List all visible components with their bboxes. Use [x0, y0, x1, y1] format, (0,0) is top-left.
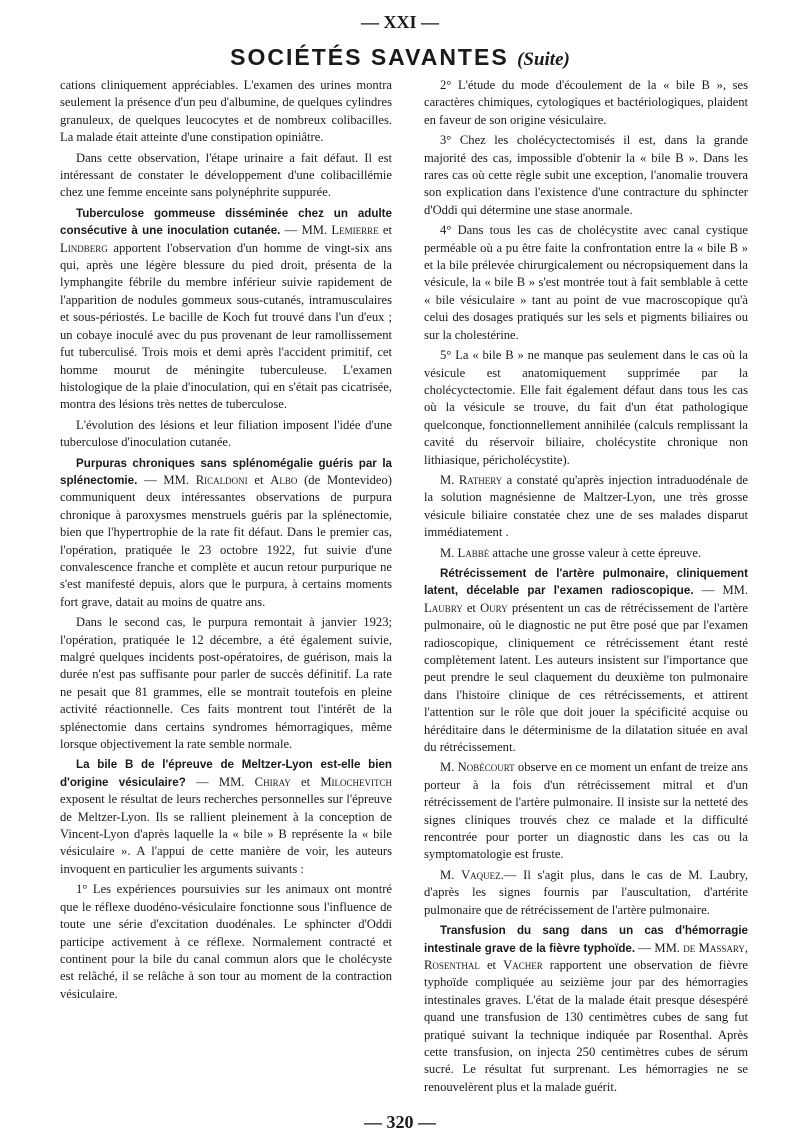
paragraph: [424, 867, 748, 919]
author-name: Nobécourt: [457, 760, 515, 775]
text: — MM.: [185, 774, 255, 789]
section-title-text: SOCIÉTÉS SAVANTES: [230, 44, 509, 70]
article-heading: Tuberculose gommeuse disséminée chez un adulte consécutive à une inoculation cutanée.: [60, 206, 392, 238]
author-name: Albo: [270, 472, 298, 487]
article-heading: Purpuras chroniques sans splénomégalie guéris par la splénectomie.: [60, 456, 392, 487]
paragraph: cations cliniquement appréciables. L'examen des urines montra seulement la présence d'un peu d'albumine, de quelques cylindres granuleux, de quelques leucocytes et de nombreux colibacilles. La malade était atteinte d'une constipation opiniâtre.: [60, 78, 392, 145]
text: et: [462, 600, 481, 615]
paragraph: [424, 545, 748, 562]
page-roman-numeral: — XXI —: [360, 12, 439, 32]
paragraph: Dans le second cas, le purpura remontait à janvier 1923; l'opération, pratiquée le 12 décembre, a été également suivie, malgré quelques incidents post-opératoires, de guérison, mais la durée n'est pas suffisante pour parler de succès définitif. La rate ne pesait que 81 grammes, elle se montrait toutefois en pleine activité réactionnelle. Ces faits montrent tout l'intérêt de la splénectomie dans certains syndromes hémorragiques, même lorsque objectivement la rate semble normale.: [60, 615, 392, 752]
text: et: [479, 957, 504, 972]
paragraph: Dans cette observation, l'étape urinaire a fait défaut. Il est intéressant de constater le développement d'une colibacillémie chez une femme enceinte sans polynéphrite suppurée.: [60, 150, 392, 200]
article-body: présentent un cas de rétrécissement de l'artère pulmonaire, où le diagnostic ne put être posé que par l'examen radioscopique, cliniquement ce rétrécissement étant resté complètement latent. Les auteurs insistent sur l'importance que peut prendre le seul claquement du deuxième ton pulmonaire dans l'histoire clinique de ces rétrécissements, et attirent l'attention sur le rôle que doit jouer la spécificité acquise ou héréditaire dans le déterminisme de la dilatation située en aval du rétrécissement.: [424, 600, 749, 755]
article-heading: Transfusion du sang dans un cas d'hémorragie intestinale grave de la fièvre typhoïde.: [424, 924, 748, 955]
article-purpuras: [60, 455, 392, 612]
right-column: [424, 77, 748, 1099]
section-title-suite: (Suite): [517, 49, 570, 70]
author-name: Milochevitch: [320, 774, 393, 789]
text: et: [247, 472, 271, 487]
left-column: [60, 77, 392, 1006]
article-heading: Rétrécissement de l'artère pulmonaire, cliniquement latent, décelable par l'examen radioscopique.: [424, 566, 748, 598]
author-name: Lemierre: [331, 223, 379, 238]
text: attache une grosse valeur à cette épreuve.: [489, 545, 702, 560]
author-name: Laubry: [424, 600, 463, 615]
article-body: apportent l'observation d'un homme de vingt-six ans qui, après une légère blessure du pied droit, présenta de la lymphangite fébrile du membre inférieur suivie rapidement de l'apparition de nodules gommeux sous-cutanés, intramusculaires et sous-périostés. Le bacille de Koch fut trouvé dans l'un d'eux ; un cobaye inoculé avec du pus provenant de leur ramollissement fut tuberculisé. Trois mois et demi après l'accident primitif, cet homme mourut de méningite tuberculeuse. L'examen histologique de la plaie d'inoculation, qui en s'était pas cicatrisée, montra des lésions très nettes de tuberculose.: [60, 240, 392, 412]
text: ,: [744, 940, 749, 955]
author-name: Vacher: [503, 957, 543, 972]
text: observe en ce moment un enfant de treize ans porteur à la fois d'un rétrécissement mitral et d'un rétrécissement de l'artère pulmonaire. Il insiste sur la netteté des signes cliniques trouvés chez ce malade et la difficulté rencontrée pour porter un diagnostic dans les cas ou la symptomatologie est fruste.: [424, 760, 748, 862]
author-name: Oury: [480, 600, 508, 615]
text: — MM.: [280, 223, 332, 238]
author-name: Lindberg: [60, 240, 108, 255]
article-body: (de Montevideo) communiquent deux intéressantes observations de purpura chronique à paroxysmes menstruels guéris par la splénectomie, bien que l'hypertrophie de la rate fit défaut. Dans le premier cas, l'opération, pratiquée le 23 octobre 1922, fut suivie d'une convalescence franche et complète et aucun retour purpurique ne s'est manifesté depuis, alors que le purpura, à certains moments fort grave, datait au moins de quatre ans.: [60, 472, 392, 609]
text: a constaté qu'après injection intraduodénale de la solution magnésienne de Maltzer-Lyon, une très grosse vésicule biliaire constatée chez une de ses malades disparut immédiatement .: [424, 472, 748, 540]
text: M.: [440, 867, 462, 882]
page-number: — 320 —: [364, 1112, 436, 1132]
article-body: rapportent une observation de fièvre typhoïde compliquée au seizième jour par des hémorragies intestinales graves. L'état de la malade était presque désespéré quand une transfusion de 130 centimètres cubes de sang fut pratiqué suivant la technique indiquée par Rosenthal. Après cette transfusion, on injecta 250 centimètres cubes de sérum sucré. Le résultat fut surprenant. Les hémorragies ne se renouvelèrent plus et la malade guérit.: [424, 957, 748, 1094]
paragraph: 2° L'étude du mode d'écoulement de la « bile B », ses caractères chimiques, cytologiques et bactériologiques, plaident en faveur de son origine vésiculaire.: [424, 78, 748, 127]
author-name: Rosenthal: [424, 957, 480, 972]
author-name: Vaquez: [461, 867, 501, 882]
author-name: Ricaldoni: [195, 472, 248, 487]
text: .— Il s'agit plus, dans le cas de M. Laubry, d'après les signes fournis par l'auscultation, d'artérite pulmonaire que de rétrécissement de l'artère pulmonaire.: [424, 867, 748, 917]
text: et: [378, 223, 392, 238]
text: M.: [440, 472, 459, 487]
paragraph: L'évolution des lésions et leur filiation imposent l'idée d'une tuberculose d'inoculation cutanée.: [60, 417, 392, 450]
article-body: exposent le résultat de leurs recherches personnelles sur l'épreuve de Meltzer-Lyon. Ils se rallient pleinement à la conception de Vincent-Lyon d'après laquelle la « bile » B représente la « bile vésiculaire ». A l'appui de cette manière de voir, les auteurs invoquent en particulier les arguments suivants :: [60, 792, 392, 876]
article-retrecissement: [424, 565, 748, 756]
text: M.: [440, 760, 458, 775]
text: — MM.: [635, 940, 684, 955]
article-tuberculose: [60, 205, 392, 414]
author-name: Rathery: [458, 472, 503, 487]
paragraph: [424, 759, 748, 863]
text: — MM.: [693, 583, 748, 598]
paragraph: 4° Dans tous les cas de cholécystite avec canal cystique perméable où a pu être faite la confrontation entre la « bile B » et la bile prélevée chirurgicalement ou nécropsiquement dans la vésicule, la « bile B » s'est montrée tout à fait semblable à cette « bile vésiculaire » tant au point de vue macroscopique qu'à celui des dosages pratiqués sur les sels et pigments biliaires ou sur la cholestérine.: [424, 223, 748, 342]
author-name: Chiray: [254, 774, 291, 789]
text: — MM.: [137, 472, 196, 487]
section-title: [0, 44, 800, 71]
text: M.: [440, 545, 458, 560]
author-name: de Massary: [683, 940, 745, 955]
paragraph: [424, 472, 748, 542]
paragraph: 5° La « bile B » ne manque pas seulement dans le cas où la vésicule est anatomiquement supprimée par la cholécyctectomie. Elle fait également défaut dans tous les cas où la vésicule se trouve, du fait d'un état pathologique quelconque, fonctionnellement annihilée (calculs remplissant la cavité du réservoir biliaire, cholécystite chronique non lithiasique, péricholécystite).: [424, 348, 748, 467]
text: et: [290, 774, 321, 789]
article-transfusion: [424, 922, 748, 1096]
paragraph: 3° Chez les cholécyctectomisés il est, dans la grande majorité des cas, impossible d'obtenir la « bile B ». Dans les rares cas où cette règle subit une exception, l'anomalie trouvera son explication dans l'existence d'une contracture du sphincter d'Oddi qui détermine une stase anormale.: [424, 133, 748, 217]
author-name: Labbé: [457, 545, 490, 560]
article-bile-b: [60, 756, 392, 878]
article-heading: La bile B de l'épreuve de Meltzer-Lyon est-elle bien d'origine vésiculaire?: [60, 758, 392, 789]
paragraph: 1° Les expériences poursuivies sur les animaux ont montré que le réflexe duodéno-vésiculaire fonctionne sous l'influence de toute une série d'excitation duodénales. Le sphincter d'Oddi participe activement à ce réflexe. Normalement contracté et continent pour la bile du canal commun alors que le cholécyste est relâché, il se relâche à son tour au moment de la contraction vésiculaire.: [60, 882, 392, 1001]
